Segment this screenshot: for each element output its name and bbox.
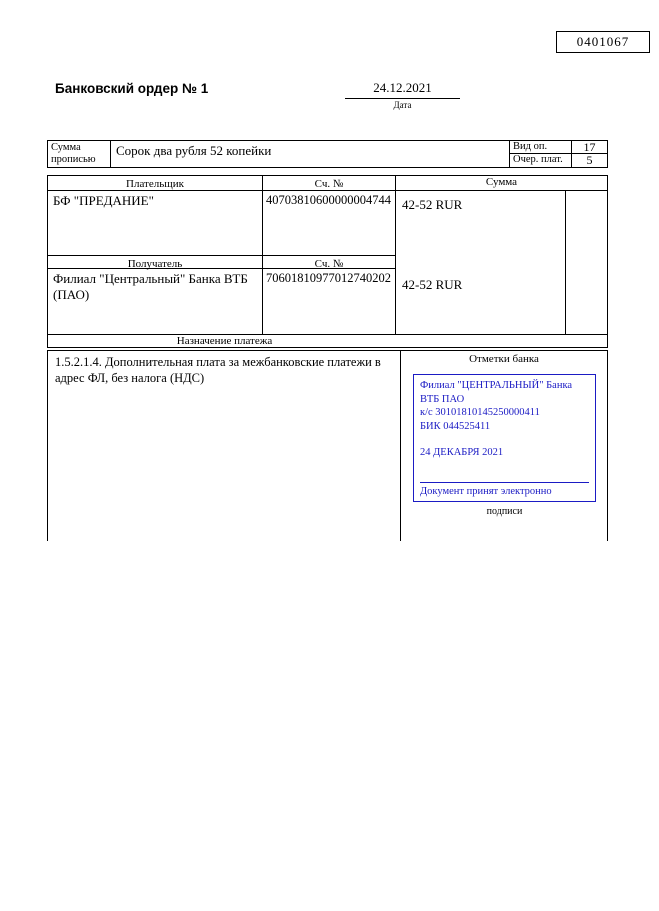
op-type-label: Вид оп. — [510, 141, 572, 153]
amount-words-row — [47, 140, 608, 168]
amount-body — [396, 191, 607, 334]
purpose-header: Назначение платежа — [176, 335, 273, 347]
amount-words-value: Сорок два рубля 52 копейки — [111, 141, 510, 167]
payment-order-row — [510, 154, 607, 167]
bank-stamp — [413, 374, 596, 502]
op-type-value: 17 — [583, 140, 596, 154]
bank-marks-header: Отметки банка — [469, 353, 539, 365]
payer-row — [48, 191, 395, 256]
empty-right-column — [566, 191, 607, 334]
payment-order-label: Очер. плат. — [510, 154, 572, 167]
stamp-line-bic: БИК 044525411 — [420, 420, 491, 432]
purpose-text: 1.5.2.1.4. Дополнительная плата за межбанковские платежи в адрес ФЛ, без налога (НДС) — [48, 351, 401, 541]
date-block — [345, 80, 460, 110]
receiver-header: Получатель — [48, 256, 263, 268]
amount-values-cell — [396, 191, 566, 334]
amount-words-label: Сумма прописью — [48, 141, 111, 167]
date-label: Дата — [393, 100, 412, 110]
amount-header: Сумма — [396, 176, 607, 191]
receiver-account-header: Сч. № — [314, 258, 344, 270]
payer-account: 40703810600000004744 — [266, 193, 391, 207]
parties-section — [47, 175, 608, 335]
stamp-line-corr-account: к/с 30101810145250000411 — [420, 407, 540, 418]
date-value: 24.12.2021 — [345, 80, 460, 99]
receiver-amount: 42-52 RUR — [402, 277, 463, 292]
payer-header: Плательщик — [48, 176, 263, 190]
form-code-value: 0401067 — [576, 34, 630, 49]
purpose-header-row — [47, 335, 608, 348]
parties-left-block — [48, 176, 396, 334]
bank-marks-cell — [401, 351, 607, 541]
form-code-box — [556, 31, 650, 53]
receiver-row — [48, 269, 395, 334]
receiver-name: Филиал "Центральный" Банка ВТБ (ПАО) — [48, 269, 263, 334]
receiver-header-row — [48, 256, 395, 269]
payer-name: БФ "ПРЕДАНИЕ" — [48, 191, 263, 255]
stamp-line-bank-name-2: ВТБ ПАО — [420, 393, 465, 405]
amount-column — [396, 176, 607, 334]
stamp-line-bank-name: Филиал "ЦЕНТРАЛЬНЫЙ" Банка — [420, 380, 573, 391]
payer-amount: 42-52 RUR — [402, 197, 463, 212]
operation-codes-block — [510, 141, 607, 167]
bottom-section — [47, 350, 608, 541]
payment-order-value: 5 — [586, 153, 593, 167]
payer-header-row — [48, 176, 395, 191]
stamp-date: 24 ДЕКАБРЯ 2021 — [420, 447, 504, 458]
stamp-footer: Документ принят электронно — [420, 482, 589, 499]
signatures-label: подписи — [486, 506, 523, 517]
payer-account-header: Сч. № — [314, 178, 344, 190]
document-title: Банковский ордер № 1 — [55, 81, 209, 96]
receiver-account: 70601810977012740202 — [266, 271, 391, 285]
